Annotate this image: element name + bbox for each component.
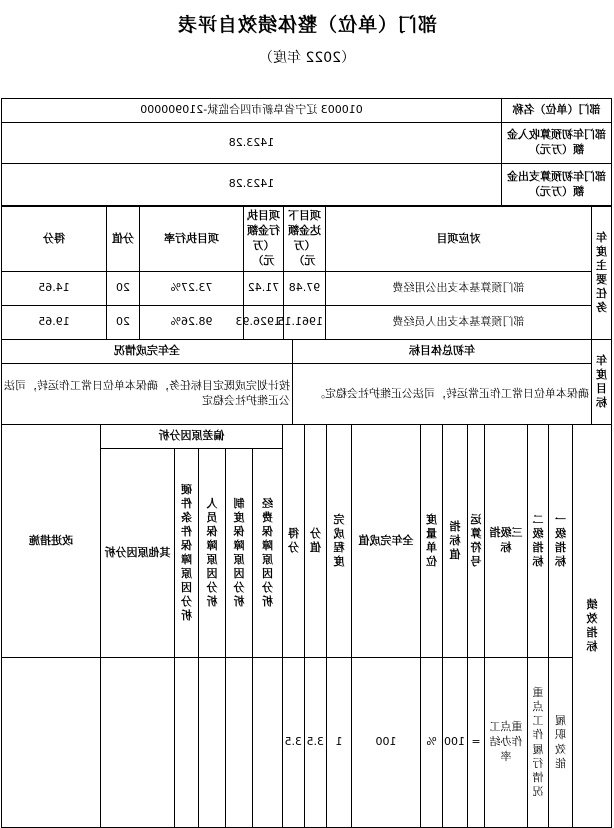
score-cell: 14.65 xyxy=(2,272,107,306)
actual-cell: 100 xyxy=(352,658,421,828)
header-unit: 度量单位 xyxy=(421,425,443,658)
header-executed: 项目执行金额（万元） xyxy=(244,207,284,272)
header-operator: 运算符号 xyxy=(468,425,485,658)
score-cell: 19.65 xyxy=(2,306,107,340)
table-row xyxy=(2,306,612,340)
header-score: 得分 xyxy=(2,207,107,272)
target-cell: 100 xyxy=(443,658,468,828)
indicators-table xyxy=(1,424,612,828)
header-completion: 完成程度 xyxy=(327,425,352,658)
goals-section-label: 年度目标 xyxy=(592,340,612,425)
completion-cell: 1 xyxy=(327,658,352,828)
project-cell: 部门预算基本支出公用经费 xyxy=(326,272,592,306)
score-cell: 3.5 xyxy=(283,658,305,828)
score-value-cell: 3.5 xyxy=(305,658,327,828)
header-personnel: 人员保障原因分析 xyxy=(199,449,226,658)
other-cell xyxy=(100,658,174,828)
tasks-section-label: 年度主要任务 xyxy=(592,207,612,340)
level1-cell: 履职效能 xyxy=(549,658,573,828)
level2-cell: 重点工作履行情况 xyxy=(528,658,549,828)
table-row xyxy=(2,272,612,306)
header-funding: 经费保障原因分析 xyxy=(253,449,283,658)
header-score: 得分 xyxy=(283,425,305,658)
indicators-section-label: 绩效指标 xyxy=(573,425,612,828)
header-hardware: 硬件条件保障原因分析 xyxy=(175,449,199,658)
personnel-cell xyxy=(199,658,226,828)
goals-table xyxy=(1,339,612,425)
unit-cell: % xyxy=(421,658,443,828)
dept-name-label: 部门（单位）名称 xyxy=(502,99,612,123)
header-other: 其他原因分析 xyxy=(100,449,174,658)
operator-cell: = xyxy=(468,658,485,828)
budget-cell: 97.48 xyxy=(284,272,326,306)
header-level2: 二级指标 xyxy=(528,425,549,658)
expense-label: 部门年初预算支出金额（万元） xyxy=(502,164,612,206)
table-row xyxy=(1,658,611,828)
measures-cell xyxy=(1,658,100,828)
income-value: 1423.28 xyxy=(2,123,502,164)
header-budget: 项目下达金额（万元） xyxy=(284,207,326,272)
initial-goal-label: 年初总体目标 xyxy=(293,340,592,364)
rate-cell: 73.27% xyxy=(140,272,244,306)
initial-goal-text: 确保本单位日常工作正常运转，司法公正维护社会稳定。 xyxy=(293,364,592,425)
header-project: 对应项目 xyxy=(326,207,592,272)
budget-cell: 1961.15 xyxy=(284,306,326,340)
funding-cell xyxy=(253,658,283,828)
system-cell xyxy=(226,658,253,828)
rate-cell: 98.26% xyxy=(140,306,244,340)
header-level1: 一级指标 xyxy=(549,425,573,658)
page-title: 部门（单位）整体绩效自评表 xyxy=(177,14,438,36)
level3-cell: 重点工作办结率 xyxy=(485,658,528,828)
header-measures: 改进措施 xyxy=(1,425,100,658)
score-value-cell: 20 xyxy=(107,272,140,306)
project-cell: 部门预算基本支出人员经费 xyxy=(326,306,592,340)
header-target: 指标值 xyxy=(443,425,468,658)
header-score-value: 分值 xyxy=(107,207,140,272)
tasks-table xyxy=(1,206,612,340)
header-actual: 全年完成值 xyxy=(352,425,421,658)
header-deviation: 偏差原因分析 xyxy=(100,425,282,449)
income-label: 部门年初预算收入金额（万元） xyxy=(502,123,612,164)
score-value-cell: 20 xyxy=(107,306,140,340)
header-rate: 项目执行率 xyxy=(140,207,244,272)
dept-name-value: 010003 辽宁省阜新市四合监狱-210900000 xyxy=(2,99,502,123)
completion-label: 全年完成情况 xyxy=(2,340,293,364)
completion-text: 按计划完成既定目标任务，确保本单位日常工作运转，司法公正维护社会稳定 xyxy=(2,364,293,425)
dept-info-table xyxy=(1,98,612,206)
header-score-value: 分值 xyxy=(305,425,327,658)
page-subtitle: （2022 年度） xyxy=(258,50,356,66)
header-level3: 三级指标 xyxy=(485,425,528,658)
executed-cell: 1926.93 xyxy=(244,306,284,340)
executed-cell: 71.42 xyxy=(244,272,284,306)
hardware-cell xyxy=(175,658,199,828)
expense-value: 1423.28 xyxy=(2,164,502,206)
header-system: 制度保障原因分析 xyxy=(226,449,253,658)
